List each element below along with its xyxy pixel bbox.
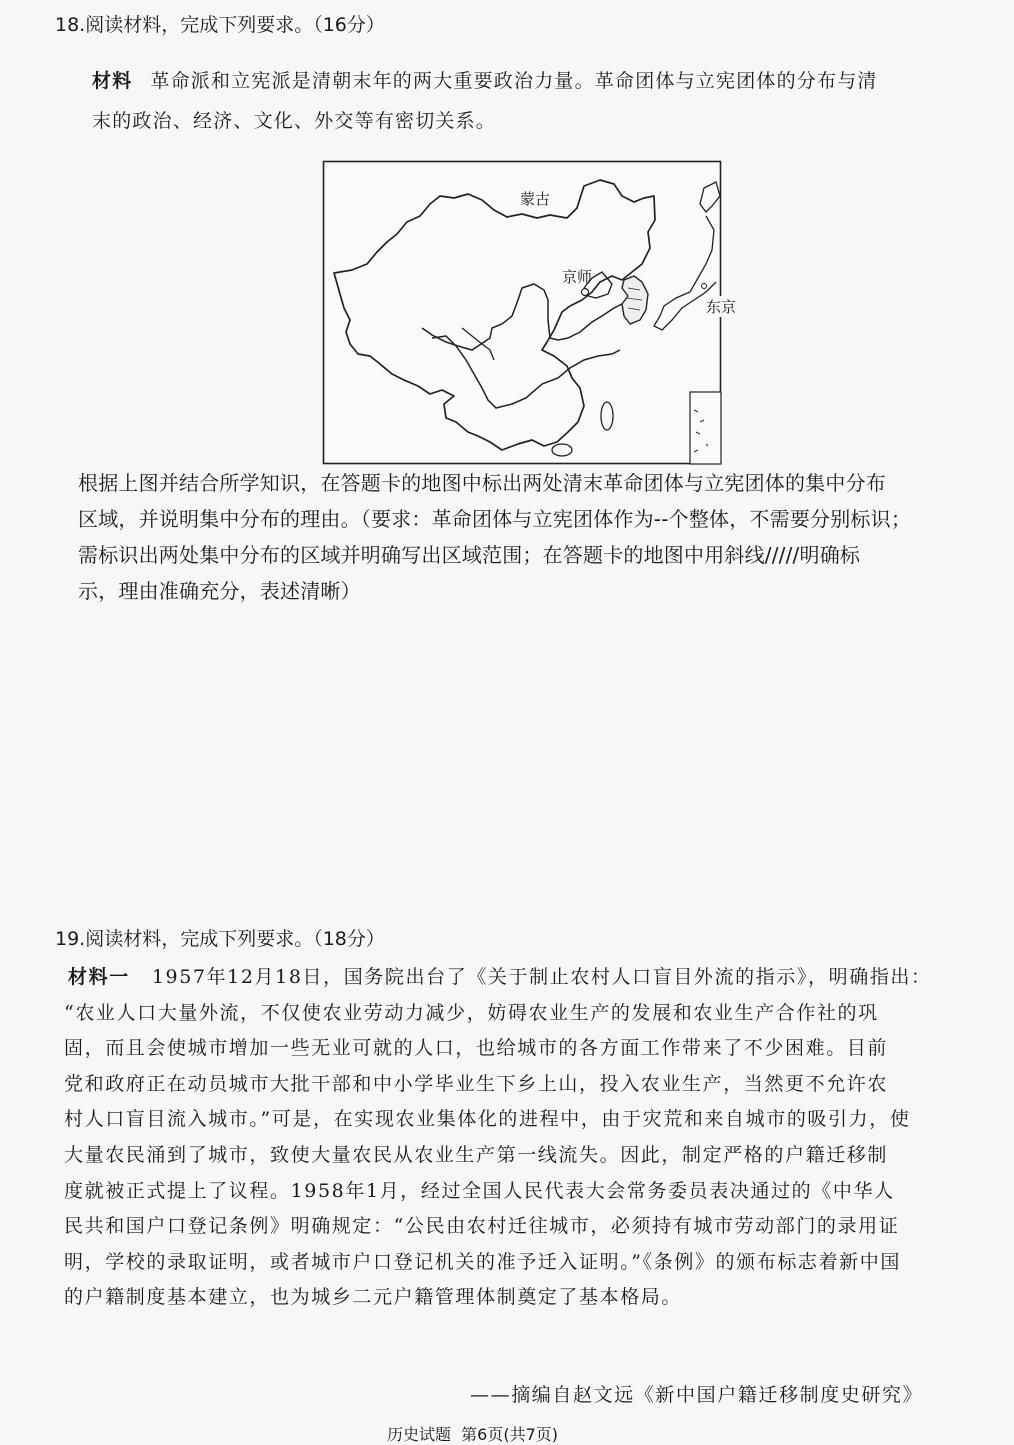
map-label-capital: 京师: [562, 268, 593, 286]
instruction-line: 需标识出两处集中分布的区域并明确写出区域范围；在答题卡的地图中用斜线/////明确标: [78, 543, 861, 567]
material-line: 民共和国户口登记条例》明确规定：“公民由农村迁往城市，必须持有城市劳动部门的录用证: [64, 1215, 900, 1238]
question-19-source: ——摘编自赵文远《新中国户籍迁移制度史研究》: [470, 1384, 924, 1406]
question-18-instructions: [78, 465, 1008, 609]
page-footer: 历史试题 第6页(共7页): [387, 1425, 559, 1444]
material-line: “农业人口大量外流，不仅使农业劳动力减少，妨碍农业生产的发展和农业生产合作社的巩: [64, 1001, 879, 1024]
instruction-line: 区域，并说明集中分布的理由。（要求：革命团体与立宪团体作为--个整体，不需要分别标识；: [78, 507, 912, 531]
question-19-material: [64, 960, 1009, 1316]
material-line: 固，而且会使城市增加一些无业可就的人口，也给城市的各方面工作带来了不少困难。目前: [64, 1037, 889, 1060]
tokyo-marker: [702, 284, 707, 289]
material-line: 村人口盲目流入城市。”可是，在实现农业集体化的进程中，由于灾荒和来自城市的吸引力，使: [64, 1108, 911, 1131]
map-label-tokyo: 东京: [706, 298, 737, 316]
material-label: 材料一: [68, 966, 130, 988]
historical-map: [322, 160, 737, 466]
material-line: 的户籍制度基本建立，也为城乡二元户籍管理体制奠定了基本格局。: [64, 1286, 683, 1309]
material-label: 材料: [92, 70, 133, 92]
capital-marker: [582, 289, 589, 296]
material-line: 末的政治、经济、文化、外交等有密切关系。: [92, 110, 497, 132]
instruction-line: 示，理由准确充分，表述清晰）: [78, 579, 361, 603]
south-china-sea-inset: [690, 392, 721, 464]
material-line: 明，学校的录取证明，或者城市户口登记机关的准予迁入证明。”《条例》的颁布标志着新中国: [64, 1250, 901, 1273]
material-line: 党和政府正在动员城市大批干部和中小学毕业生下乡上山，投入农业生产，当然更不允许农: [64, 1072, 889, 1095]
question-18-heading: 18.阅读材料，完成下列要求。（16分）: [55, 14, 385, 36]
material-line: 度就被正式提上了议程。1958年1月，经过全国人民代表大会常务委员表决通过的《中华人: [64, 1179, 895, 1202]
instruction-line: 根据上图并结合所学知识，在答题卡的地图中标出两处清末革命团体与立宪团体的集中分布: [78, 471, 886, 495]
map-label-mongolia: 蒙古: [520, 190, 551, 208]
material-line: 革命派和立宪派是清朝末年的两大重要政治力量。革命团体与立宪团体的分布与清: [150, 70, 878, 92]
material-line: 1957年12月18日，国务院出台了《关于制止农村人口盲目外流的指示》，明确指出：: [151, 966, 932, 988]
question-19-heading: 19.阅读材料，完成下列要求。（18分）: [55, 928, 385, 950]
question-18-material: [92, 64, 1012, 138]
material-line: 大量农民涌到了城市，致使大量农民从农业生产第一线流失。因此，制定严格的户籍迁移制: [64, 1143, 889, 1166]
